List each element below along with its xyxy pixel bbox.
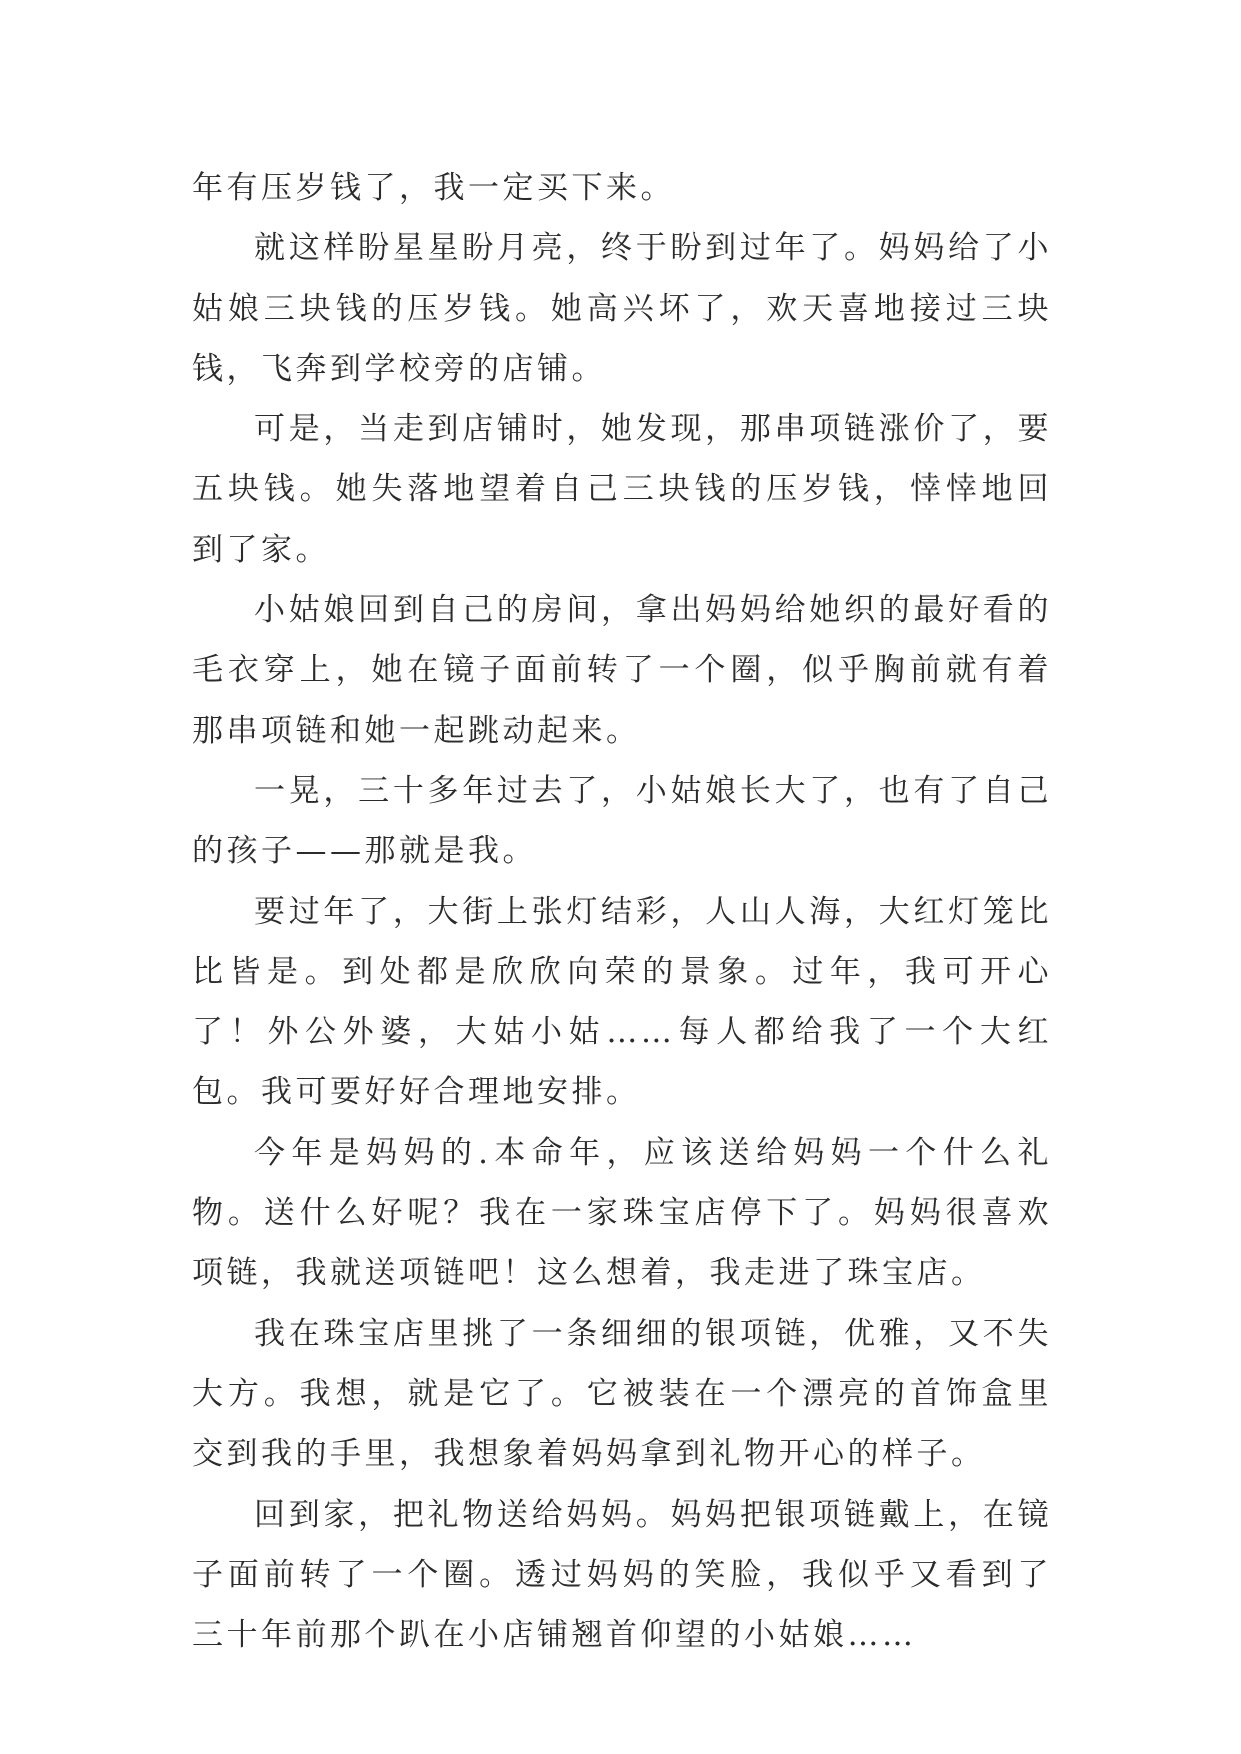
paragraph: 今年是妈妈的.本命年，应该送给妈妈一个什么礼物。送什么好呢？我在一家珠宝店停下了。妈妈很喜欢项链，我就送项链吧！这么想着，我走进了珠宝店。 <box>192 1134 1052 1292</box>
paragraph: 就这样盼星星盼月亮，终于盼到过年了。妈妈给了小姑娘三块钱的压岁钱。她高兴坏了，欢天喜地接过三块钱，飞奔到学校旁的店铺。 <box>192 230 1052 387</box>
paragraph: 我在珠宝店里挑了一条细细的银项链，优雅，又不失大方。我想，就是它了。它被装在一个漂亮的首饰盒里交到我的手里，我想象着妈妈拿到礼物开心的样子。 <box>192 1315 1052 1473</box>
paragraph: 要过年了，大街上张灯结彩，人山人海，大红灯笼比比皆是。到处都是欣欣向荣的景象。过年，我可开心了！外公外婆，大姑小姑……每人都给我了一个大红包。我可要好好合理地安排。 <box>192 893 1052 1111</box>
article-body <box>192 158 1052 1665</box>
paragraph: 小姑娘回到自己的房间，拿出妈妈给她织的最好看的毛衣穿上，她在镜子面前转了一个圈，似乎胸前就有着那串项链和她一起跳动起来。 <box>192 592 1052 749</box>
paragraph: 回到家，把礼物送给妈妈。妈妈把银项链戴上，在镜子面前转了一个圈。透过妈妈的笑脸，我似乎又看到了三十年前那个趴在小店铺翘首仰望的小姑娘…… <box>192 1496 1052 1654</box>
paragraph-continuation: 年有压岁钱了，我一定买下来。 <box>192 170 675 206</box>
paragraph: 一晃，三十多年过去了，小姑娘长大了，也有了自己的孩子——那就是我。 <box>192 772 1052 870</box>
paragraph: 可是，当走到店铺时，她发现，那串项链涨价了，要五块钱。她失落地望着自己三块钱的压岁钱，悻悻地回到了家。 <box>192 411 1052 568</box>
